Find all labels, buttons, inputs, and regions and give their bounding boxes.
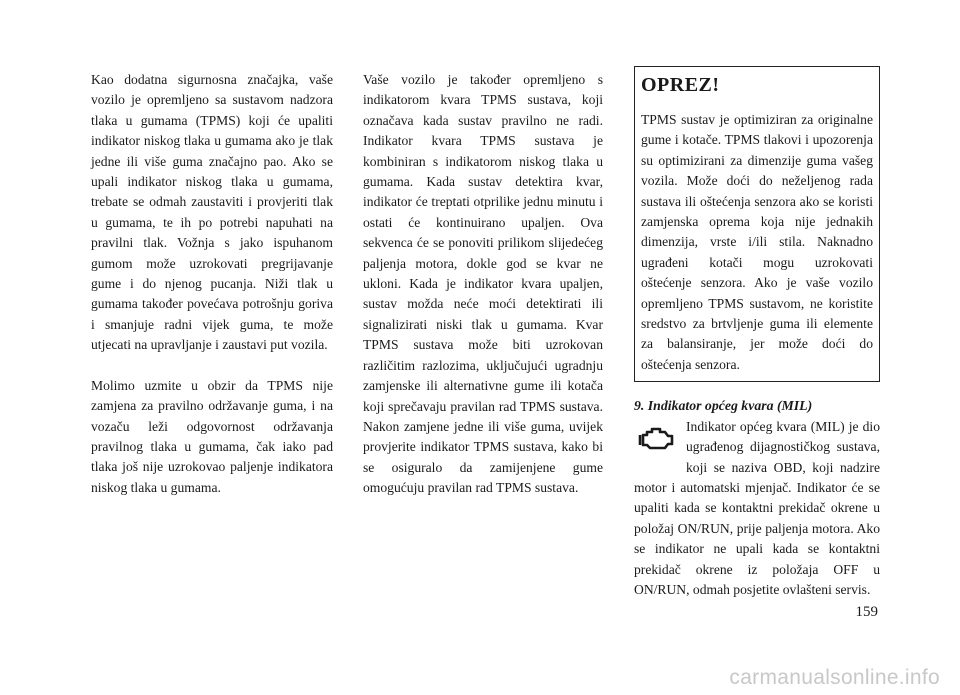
check-engine-icon [638, 423, 676, 453]
tpms-intro-paragraph: Kao dodatna sigurnosna značajka, vaše vozilo je opremljeno sa sustavom nadzora tlaka u gumama (TPMS) koji će upaliti indikator niskog tlaka u gumama ako je tlak jedne ili više guma značajno pao. Ako se upali indikator niskog tlaka u gumama, trebate se odmah zaustaviti i provjeriti tlak u gumama, te ih po potrebi napuhati na pravilni tlak. Vožnja s jako ispuhanom gumom može uzrokovati pregrijavanje gume i do njenog pucanja. Niži tlak u gumama također povećava potrošnju goriva i smanjuje radni vijek guma, te može utjecati na upravljanje i zaustavi put vozila. [91, 72, 333, 353]
caution-text: TPMS sustav je optimiziran za originalne gume i kotače. TPMS tlakovi i upozorenja su optimizirani za dimenzije guma vašeg vozila. Može doći do neželjenog rada sustava ili oštećenja senzora ako se koristi zamjenska oprema koja nije jednakih dimenzija, vrste i/ili stila. Naknadno ugrađeni kotači mogu uzrokovati oštećenje senzora. Ako je vaše vozilo opremljeno TPMS sustavom, ne koristite sredstvo za brtvljenje guma ili elemente za balansiranje, jer može doći do oštećenja senzora. [641, 112, 873, 372]
mil-description: Indikator općeg kvara (MIL) je dio ugrađenog dijagnostičkog sustava, koji se naziva OBD, koji nadzire motor i automatski mjenjač. Indikator će se upaliti kada se kontaktni prekidač okrene u položaj ON/RUN, prije paljenja motora. Ako se indikator ne upali kada se kontaktni prekidač okrene iz položaja OFF u ON/RUN, odmah posjetite ovlašteni servis. [634, 418, 880, 597]
caution-title: OPREZ! [641, 74, 720, 96]
page-number: 159 [855, 604, 878, 620]
left-column [91, 70, 333, 498]
right-column [634, 66, 880, 600]
mil-heading: 9. Indikator općeg kvara (MIL) [634, 398, 813, 414]
tpms-responsibility-paragraph: Molimo uzmite u obzir da TPMS nije zamjena za pravilno održavanje guma, i na vozaču leži odgovornost održavanja pravilnog tlaka u gumama, čak iako pad tlaka još nije uzrokovao paljenje indikatora niskog tlaka u gumama. [91, 377, 333, 495]
mil-section [634, 417, 880, 601]
tpms-malfunction-paragraph: Vaše vozilo je također opremljeno s indikatorom kvara TPMS sustava, koji označava kada sustav pravilno ne radi. Indikator kvara TPMS sustava je kombiniran s indikatorom niskog tlaka u gumama. Kada sustav detektira kvar, indikator će treptati otprilike jednu minutu i ostati će kontinuirano upaljen. Ova sekvenca će se ponoviti prilikom slijedećeg paljenja motora, dokle god se kvar ne ukloni. Kada je indikator kvara upaljen, sustav možda neće moći detektirati ili signalizirati niski tlak u gumama. Kvar TPMS sustava može biti uzrokovan različitim razlozima, uključujući ugradnju zamjenske ili alternativne gume ili kotača koji sprečavaju pravilan rad TPMS sustava. Nakon zamjene jedne ili više guma, uvijek provjerite indikator TPMS sustava, kako bi se osiguralo da zamijenjene gume omogućuju pravilan rad TPMS sustava. [363, 72, 603, 496]
watermark: carmanualsonline.info [729, 666, 940, 689]
middle-column [363, 70, 603, 499]
caution-box [634, 66, 880, 382]
